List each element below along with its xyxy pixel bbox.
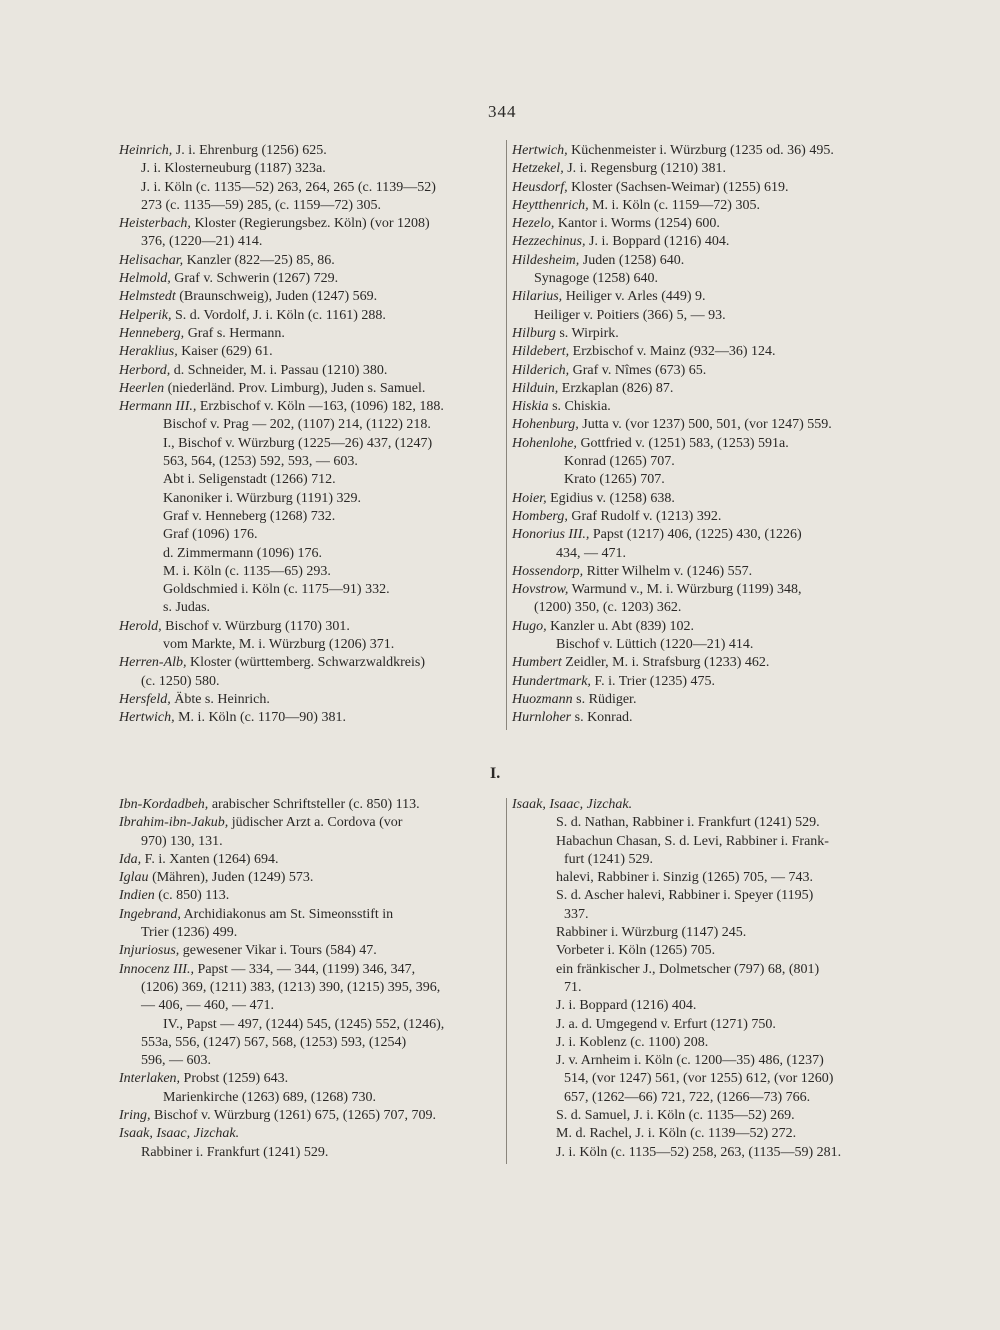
index-detail: (1200) 350, (c. 1203) 362. [534, 600, 682, 616]
index-headword: Hilarius, [512, 289, 563, 305]
index-entry [512, 599, 897, 617]
index-detail: s. Chiskia. [548, 399, 611, 415]
index-entry [119, 343, 504, 361]
index-entry [119, 160, 504, 178]
index-detail: Warmund v., M. i. Würzburg (1199) 348, [568, 582, 802, 598]
index-entry [512, 142, 897, 160]
index-detail: IV., Papst — 497, (1244) 545, (1245) 552, (1246), [163, 1016, 445, 1032]
index-detail: Heiliger v. Arles (449) 9. [562, 289, 706, 305]
index-entry [512, 851, 897, 869]
index-entry [512, 307, 897, 325]
index-entry [512, 508, 897, 526]
index-entry [119, 814, 504, 832]
index-detail: Juden (1258) 640. [579, 252, 685, 268]
index-detail: arabischer Schriftsteller (c. 850) 113. [208, 797, 420, 812]
index-detail: Äbte s. Heinrich. [170, 691, 270, 707]
index-detail: J. v. Arnheim i. Köln (c. 1200—35) 486, (1237) [556, 1053, 824, 1069]
index-headword: Herbord, [119, 362, 171, 378]
index-entry [512, 325, 897, 343]
index-detail: 434, — 471. [556, 545, 626, 561]
index-detail: J. i. Boppard (1216) 404. [585, 234, 730, 250]
index-entry [119, 435, 504, 453]
index-headword: Iring, [119, 1108, 151, 1124]
index-detail: Heiliger v. Poitiers (366) 5, — 93. [534, 307, 726, 323]
index-detail: (Mähren), Juden (1249) 573. [148, 870, 314, 886]
index-entry [119, 833, 504, 851]
index-entry [119, 924, 504, 942]
index-detail: Konrad (1265) 707. [564, 454, 675, 470]
column-divider-bottom [506, 798, 507, 1164]
index-detail: 596, — 603. [141, 1053, 211, 1069]
index-entry [119, 142, 504, 160]
index-detail: Graf v. Henneberg (1268) 732. [163, 508, 336, 524]
index-detail: Archidiakonus am St. Simeonsstift in [180, 906, 394, 922]
index-detail: Kloster (Sachsen-Weimar) (1255) 619. [567, 179, 789, 195]
index-entry [119, 398, 504, 416]
index-detail: s. Rüdiger. [572, 691, 637, 707]
index-headword: Helmstedt [119, 289, 176, 305]
index-entry [512, 814, 897, 832]
index-entry [512, 215, 897, 233]
index-headword: Hersfeld, [119, 691, 171, 707]
index-entry [512, 906, 897, 924]
index-detail: Ritter Wilhelm v. (1246) 557. [583, 563, 753, 579]
index-entry [119, 869, 504, 887]
index-detail: Erzbischof v. Köln —163, (1096) 182, 188. [196, 399, 444, 415]
index-detail: 657, (1262—66) 721, 722, (1266—73) 766. [564, 1089, 811, 1105]
index-detail: S. d. Ascher halevi, Rabbiner i. Speyer (1195) [556, 888, 814, 904]
index-detail: Graf (1096) 176. [163, 527, 258, 543]
index-entry [512, 961, 897, 979]
index-headword: Hezzechinus, [512, 234, 586, 250]
index-detail: Jutta v. (vor 1237) 500, 501, (vor 1247) 559. [578, 417, 832, 433]
index-entry [512, 1034, 897, 1052]
index-entry [512, 288, 897, 306]
index-detail: Trier (1236) 499. [141, 925, 238, 941]
index-detail: Habachun Chasan, S. d. Levi, Rabbiner i. Frank- [556, 833, 829, 849]
index-headword: Hilduin, [512, 380, 559, 396]
index-entry [512, 453, 897, 471]
index-detail: J. i. Köln (c. 1135—52) 258, 263, (1135—59) 281. [556, 1144, 842, 1160]
index-entry [119, 709, 504, 727]
index-headword: Hohenburg, [512, 417, 579, 433]
index-headword: Hovstrow, [512, 582, 569, 598]
index-detail: I., Bischof v. Würzburg (1225—26) 437, (1247) [163, 435, 433, 451]
index-entry [119, 252, 504, 270]
index-headword: Isaak, Isaac, Jizchak. [512, 797, 633, 812]
index-entry [119, 1070, 504, 1088]
index-entry [119, 1034, 504, 1052]
index-detail: 376, (1220—21) 414. [141, 234, 263, 250]
index-detail: Probst (1259) 643. [180, 1071, 289, 1087]
index-headword: Heisterbach, [119, 216, 191, 232]
index-detail: Erzkaplan (826) 87. [558, 380, 674, 396]
index-headword: Heinrich, [119, 143, 173, 158]
index-entry [119, 851, 504, 869]
index-headword: Honorius III., [512, 527, 590, 543]
index-detail: J. i. Koblenz (c. 1100) 208. [556, 1034, 709, 1050]
index-headword: Hilburg [512, 325, 556, 341]
index-entry [119, 545, 504, 563]
index-entry [119, 796, 504, 814]
index-entry [512, 270, 897, 288]
index-detail: (Braunschweig), Juden (1247) 569. [175, 289, 378, 305]
index-detail: Kloster (Regierungsbez. Köln) (vor 1208) [190, 216, 430, 232]
index-entry [512, 160, 897, 178]
index-detail: ein fränkischer J., Dolmetscher (797) 68, (801) [556, 961, 820, 977]
index-entry [119, 691, 504, 709]
index-detail: Graf v. Schwerin (1267) 729. [170, 271, 339, 287]
index-headword: Hermann III., [119, 399, 197, 415]
index-headword: Humbert [512, 655, 562, 671]
index-entry [119, 997, 504, 1015]
index-detail: Krato (1265) 707. [564, 472, 665, 488]
index-detail: J. a. d. Umgegend v. Erfurt (1271) 750. [556, 1016, 776, 1032]
index-detail: Marienkirche (1263) 689, (1268) 730. [163, 1089, 377, 1105]
index-headword: Ibrahim-ibn-Jakub, [119, 815, 229, 831]
index-headword: Hezelo, [512, 216, 555, 232]
index-entry [119, 1016, 504, 1034]
index-headword: Heraklius, [119, 344, 178, 360]
index-headword: Hurnloher [512, 710, 572, 726]
index-entry [119, 906, 504, 924]
index-entry [512, 887, 897, 905]
index-detail: 553a, 556, (1247) 567, 568, (1253) 593, (1254) [141, 1034, 407, 1050]
index-headword: Huozmann [512, 691, 573, 707]
index-detail: jüdischer Arzt a. Cordova (vor [228, 815, 403, 831]
index-detail: — 406, — 460, — 471. [141, 998, 274, 1014]
index-entry [512, 618, 897, 636]
index-entry [119, 1144, 504, 1162]
index-entry [119, 961, 504, 979]
index-headword: Herold, [119, 618, 162, 634]
index-entry [512, 869, 897, 887]
index-headword: Heerlen [119, 380, 165, 396]
index-entry [512, 636, 897, 654]
index-entry [119, 1107, 504, 1125]
index-headword: Interlaken, [119, 1071, 181, 1087]
index-entry [119, 1125, 504, 1143]
index-headword: Injuriosus, [119, 943, 180, 959]
index-headword: Ingebrand, [119, 906, 181, 922]
index-detail: (c. 850) 113. [154, 888, 230, 904]
index-entry [119, 380, 504, 398]
index-entry [119, 197, 504, 215]
index-entry [512, 471, 897, 489]
index-entry [512, 1016, 897, 1034]
index-column-bottom-left [119, 796, 504, 1162]
index-entry [119, 508, 504, 526]
index-detail: Kaiser (629) 61. [177, 344, 273, 360]
index-headword: Hertwich, [119, 710, 175, 726]
index-entry [512, 545, 897, 563]
index-detail: d. Schneider, M. i. Passau (1210) 380. [170, 362, 388, 378]
index-detail: gewesener Vikar i. Tours (584) 47. [179, 943, 377, 959]
index-detail: Rabbiner i. Frankfurt (1241) 529. [141, 1144, 329, 1160]
index-detail: S. d. Nathan, Rabbiner i. Frankfurt (1241) 529. [556, 815, 820, 831]
index-detail: halevi, Rabbiner i. Sinzig (1265) 705, — 743. [556, 870, 814, 886]
index-entry [512, 709, 897, 727]
index-detail: (1206) 369, (1211) 383, (1213) 390, (1215) 395, 396, [141, 979, 441, 995]
index-headword: Hertwich, [512, 143, 568, 158]
index-detail: 514, (vor 1247) 561, (vor 1255) 612, (vor 1260) [564, 1071, 834, 1087]
index-detail: F. i. Trier (1235) 475. [590, 673, 716, 689]
index-column-bottom-right [512, 796, 897, 1162]
index-entry [119, 563, 504, 581]
index-detail: Papst (1217) 406, (1225) 430, (1226) [589, 527, 802, 543]
index-entry [512, 581, 897, 599]
index-detail: Kanzler u. Abt (839) 102. [546, 618, 694, 634]
index-detail: Rabbiner i. Würzburg (1147) 245. [556, 925, 747, 941]
index-detail: Synagoge (1258) 640. [534, 271, 659, 287]
index-detail: furt (1241) 529. [564, 851, 654, 867]
index-entry [512, 362, 897, 380]
index-headword: Ibn-Kordadbeh, [119, 797, 209, 812]
index-headword: Hetzekel, [512, 161, 564, 177]
index-entry [119, 325, 504, 343]
index-detail: Egidius v. (1258) 638. [546, 490, 675, 506]
index-detail: (c. 1250) 580. [141, 673, 220, 689]
index-entry [119, 673, 504, 691]
index-entry [119, 362, 504, 380]
index-detail: Graf Rudolf v. (1213) 392. [567, 508, 722, 524]
index-entry [512, 1070, 897, 1088]
index-detail: Papst — 334, — 344, (1199) 346, 347, [194, 961, 416, 977]
index-headword: Hugo, [512, 618, 547, 634]
index-entry [119, 526, 504, 544]
index-detail: F. i. Xanten (1264) 694. [141, 851, 279, 867]
index-headword: Hildebert, [512, 344, 570, 360]
index-headword: Hilderich, [512, 362, 570, 378]
index-headword: Iglau [119, 870, 149, 886]
index-detail: d. Zimmermann (1096) 176. [163, 545, 323, 561]
index-entry [119, 453, 504, 471]
index-headword: Hossendorp, [512, 563, 584, 579]
index-detail: Bischof v. Prag — 202, (1107) 214, (1122) 218. [163, 417, 431, 433]
index-headword: Henneberg, [119, 325, 185, 341]
index-entry [119, 887, 504, 905]
index-detail: s. Wirpirk. [555, 325, 619, 341]
index-detail: Kantor i. Worms (1254) 600. [554, 216, 720, 232]
index-detail: Vorbeter i. Köln (1265) 705. [556, 943, 716, 959]
index-headword: Heusdorf, [512, 179, 568, 195]
index-entry [512, 398, 897, 416]
index-headword: Indien [119, 888, 155, 904]
index-detail: Kanzler (822—25) 85, 86. [183, 252, 335, 268]
index-entry [119, 179, 504, 197]
index-entry [119, 979, 504, 997]
index-detail: Graf s. Hermann. [184, 325, 285, 341]
page-number: 344 [488, 102, 517, 121]
index-detail: Gottfried v. (1251) 583, (1253) 591a. [576, 435, 789, 451]
index-entry [512, 1052, 897, 1070]
index-detail: Bischof v. Würzburg (1170) 301. [161, 618, 350, 634]
index-entry [119, 288, 504, 306]
index-detail: J. i. Boppard (1216) 404. [556, 998, 697, 1014]
index-detail: Kloster (württemberg. Schwarzwaldkreis) [186, 655, 425, 671]
index-entry [119, 233, 504, 251]
index-entry [512, 673, 897, 691]
index-entry [119, 1089, 504, 1107]
index-detail: Zeidler, M. i. Strafsburg (1233) 462. [561, 655, 770, 671]
index-entry [119, 307, 504, 325]
index-entry [119, 215, 504, 233]
index-headword: Innocenz III., [119, 961, 195, 977]
index-detail: 563, 564, (1253) 592, 593, — 603. [163, 454, 358, 470]
index-detail: M. d. Rachel, J. i. Köln (c. 1139—52) 272. [556, 1126, 797, 1142]
index-headword: Helperik, [119, 307, 172, 323]
index-entry [119, 416, 504, 434]
index-entry [512, 979, 897, 997]
index-entry [512, 1144, 897, 1162]
index-headword: Hohenlohe, [512, 435, 577, 451]
index-detail: Kanoniker i. Würzburg (1191) 329. [163, 490, 362, 506]
index-entry [119, 618, 504, 636]
index-column-top-right [512, 142, 897, 728]
index-headword: Hundertmark, [512, 673, 591, 689]
index-entry [119, 490, 504, 508]
index-entry [512, 179, 897, 197]
index-entry [512, 997, 897, 1015]
index-entry [512, 1107, 897, 1125]
index-column-top-left [119, 142, 504, 728]
index-entry [119, 270, 504, 288]
index-detail: Küchenmeister i. Würzburg (1235 od. 36) 495. [567, 143, 834, 158]
index-entry [512, 924, 897, 942]
index-detail: J. i. Regensburg (1210) 381. [563, 161, 726, 177]
index-detail: vom Markte, M. i. Würzburg (1206) 371. [163, 637, 395, 653]
index-entry [512, 1125, 897, 1143]
index-entry [119, 654, 504, 672]
index-entry [512, 197, 897, 215]
index-detail: (niederländ. Prov. Limburg), Juden s. Samuel. [164, 380, 426, 396]
index-entry [119, 636, 504, 654]
index-entry [512, 691, 897, 709]
index-entry [512, 416, 897, 434]
index-detail: Bischof v. Lüttich (1220—21) 414. [556, 637, 754, 653]
index-entry [512, 833, 897, 851]
index-headword: Hoier, [512, 490, 547, 506]
index-detail: s. Konrad. [571, 710, 633, 726]
index-entry [119, 581, 504, 599]
index-headword: Hiskia [512, 399, 549, 415]
index-headword: Isaak, Isaac, Jizchak. [119, 1126, 240, 1142]
index-entry [512, 343, 897, 361]
index-entry [119, 599, 504, 617]
index-entry [512, 435, 897, 453]
index-entry [512, 563, 897, 581]
index-detail: 970) 130, 131. [141, 833, 223, 849]
index-entry [119, 1052, 504, 1070]
index-entry [512, 233, 897, 251]
index-detail: M. i. Köln (c. 1159—72) 305. [588, 197, 760, 213]
index-entry [512, 252, 897, 270]
index-headword: Ida, [119, 851, 142, 867]
index-headword: Homberg, [512, 508, 568, 524]
index-entry [512, 380, 897, 398]
index-detail: s. Judas. [163, 600, 211, 616]
index-detail: J. i. Klosterneuburg (1187) 323a. [141, 161, 326, 177]
index-headword: Herren-Alb, [119, 655, 187, 671]
index-entry [119, 942, 504, 960]
index-detail: J. i. Köln (c. 1135—52) 263, 264, 265 (c. 1139—52) [141, 179, 436, 195]
index-entry [512, 796, 897, 814]
section-heading: I. [490, 765, 501, 782]
index-detail: Bischof v. Würzburg (1261) 675, (1265) 707, 709. [150, 1108, 437, 1124]
index-headword: Hildesheim, [512, 252, 580, 268]
index-entry [512, 1089, 897, 1107]
index-detail: S. d. Samuel, J. i. Köln (c. 1135—52) 269. [556, 1108, 795, 1124]
column-divider-top [506, 140, 507, 730]
index-headword: Helisachar, [119, 252, 184, 268]
index-entry [512, 490, 897, 508]
index-detail: Goldschmied i. Köln (c. 1175—91) 332. [163, 582, 390, 598]
index-detail: Erzbischof v. Mainz (932—36) 124. [569, 344, 776, 360]
index-entry [119, 471, 504, 489]
index-detail: Abt i. Seligenstadt (1266) 712. [163, 472, 336, 488]
index-detail: 273 (c. 1135—59) 285, (c. 1159—72) 305. [141, 197, 382, 213]
index-entry [512, 654, 897, 672]
index-detail: J. i. Ehrenburg (1256) 625. [172, 143, 327, 158]
index-detail: Graf v. Nîmes (673) 65. [569, 362, 707, 378]
index-detail: M. i. Köln (c. 1170—90) 381. [174, 710, 346, 726]
index-detail: 337. [564, 906, 589, 922]
index-detail: M. i. Köln (c. 1135—65) 293. [163, 563, 331, 579]
index-headword: Helmold, [119, 271, 171, 287]
index-detail: 71. [564, 979, 582, 995]
index-detail: S. d. Vordolf, J. i. Köln (c. 1161) 288. [171, 307, 386, 323]
index-entry [512, 942, 897, 960]
index-headword: Heytthenrich, [512, 197, 589, 213]
index-entry [512, 526, 897, 544]
